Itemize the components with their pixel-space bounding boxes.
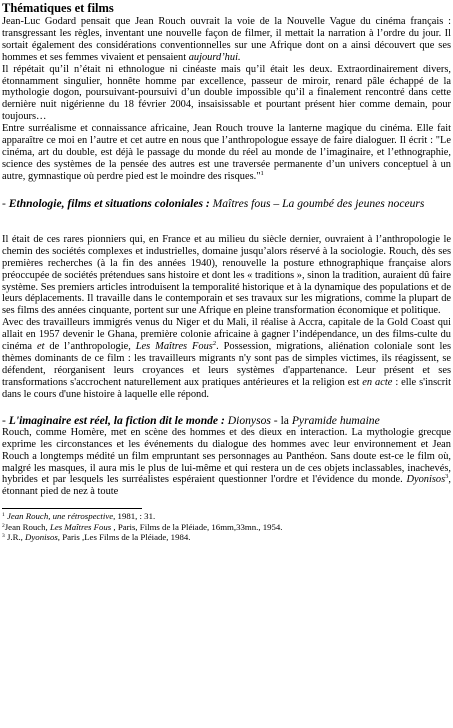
section-heading-films: Maîtres fous – La goumbé des jeunes noceurs	[209, 196, 425, 210]
footnote-ref-2[interactable]: 2	[212, 340, 217, 348]
section-dash: -	[2, 196, 9, 210]
footnote-divider	[2, 508, 142, 509]
section2-paragraph-1-text: Rouch, comme Homère, met en scène des hommes et des dieux en interaction. La mythologie grecque exprime les circonstances et les événements du dialogue des hommes avec leur environnement et Jean Rouch a longtemps médité un film empruntant ses personnages au Panthéon. Sans doute est-ce le film où, malgré les masques, il aura mis le plus de lui-même et qui restera un de ces objets inclassables, inachevés, hybrides et par lesquels les surréalistes espéraient questionner l'ordre et l'évidence du monde.	[2, 426, 451, 486]
section2-paragraph-1-text: , étonnant pied de nez à toute	[2, 474, 451, 498]
section-heading-text: L'imaginaire est réel, la fiction dit le monde :	[8, 413, 225, 427]
intro-paragraph-1-emphasis: aujourd’hui.	[188, 51, 241, 63]
section1-paragraph-2-text: Avec des travailleurs immigrés venus du Niger et du Mali, il réalise à Accra, capitale de la Gold Coast qui allait en 1957 devenir le Ghana, première colonie africaine à gagner l’indépendance, un des films-culte du cinéma	[2, 317, 451, 353]
spacer	[2, 210, 451, 234]
section1-paragraph-2-emphasis: en acte	[362, 376, 393, 388]
intro-paragraph-1	[2, 16, 451, 64]
footnote-ref-1[interactable]: 1	[260, 169, 264, 177]
film-title-maitres-fous: Les Maîtres Fous	[135, 341, 213, 353]
section-heading-film-dionysos: Dionysos	[224, 413, 271, 427]
footnote-text: , Paris ,Les Films de la Pléiade, 1984.	[57, 532, 191, 543]
footnote-title: Jean Rouch, une rétrospective	[6, 511, 114, 522]
section1-paragraph-2-emphasis: et	[36, 341, 45, 353]
section-heading-film-pyramide: Pyramide humaine	[291, 413, 380, 427]
footnote-number: 1	[2, 512, 5, 519]
section1-paragraph-2-text: : elle s'inscrit dans le cours d'une histoire à laquelle elle répond.	[2, 376, 452, 400]
footnote-title: Dyonisos	[25, 532, 58, 543]
footnote-1	[2, 511, 451, 521]
section-heading-ethnologie	[2, 197, 451, 210]
intro-paragraph-1-text: Jean-Luc Godard pensait que Jean Rouch ouvrait la voie de la Nouvelle Vague du cinéma français : transgressant les règles, inventant une nouvelle façon de filmer, il mettait la narration à l’ordre du jour. Il sortait également des considérations conventionnelles sur une Afrique dont on a ainsi découvert que ses hommes et ses femmes vivaient et pensaient	[2, 16, 451, 63]
footnote-ref-3[interactable]: 3	[445, 473, 449, 481]
spacer	[2, 401, 451, 414]
footnote-text: , Paris, Films de la Pléiade, 16mm,33mn., 1954.	[111, 521, 283, 532]
footnote-2	[2, 522, 451, 532]
intro-paragraph-2: Il répétait qu’il n’était ni ethnologue ni cinéaste mais qu’il était les deux. Extraordinairement divers, étonnamment singulier, honnête homme par excellence, passeur de miroir, renard pâle échappé de la mythologie dogon, poursuivant-poursuivi d’un double impossible qu’il a finalement rencontré dans cette dernière nuit nigérienne du 18 février 2004, insaisissable et pourtant présent hier comme demain, pour toujours…	[2, 63, 451, 123]
section-dash: -	[2, 413, 9, 427]
section-heading-separator: - la	[270, 413, 292, 427]
footnote-text: Jean Rouch,	[4, 521, 50, 532]
section2-paragraph-1	[2, 427, 451, 498]
footnote-text: , 1981, : 31.	[113, 511, 156, 522]
footnote-text: J.R.,	[4, 532, 26, 543]
section1-paragraph-1: Il était de ces rares pionniers qui, en France et au milieu du siècle dernier, ouvraient à l’anthropologie le chemin des sociétés complexes et industrielles, domaine jusqu’alors réservé à la sociologie. Rouch, dès ses premières recherches (à la fin des années 1940), renouvelle la posture ethnographique française alors préoccupée de sociétés prétendues sans histoire et dont les « traditions », sinon la tradition, auraient dû faire système. Ses premiers articles introduisent la temporalité historique et à la dynamique des populations et de leurs déplacements. Il travaille dans le contemporain et ses travaux sur les migrations, comme la plupart de ses films des années cinquante, portent sur une Afrique en pleine transformation économique et politique.	[2, 233, 451, 317]
section1-paragraph-2-text: de l’anthropologie,	[44, 341, 136, 353]
section-heading-text: Ethnologie, films et situations coloniales :	[8, 196, 210, 210]
footnote-number: 3	[2, 533, 5, 540]
footnote-number: 2	[2, 522, 5, 529]
intro-paragraph-3-text: Entre surréalisme et connaissance africaine, Jean Rouch trouve la lanterne magique du cinéma. Elle fait apparaître ce moi en l’autre et cet autre en nous que l’anthropologue essaye de faire dialoguer. Il écrit : "Le cinéma, art du double, est déjà le passage du monde du réel au monde de l’imaginaire, et l’ethnographie, science des systèmes de la pensée des autres est une traversée permanente d’un univers conceptuel à un autre, gymnastique où perdre pied est le moindre des risques."	[2, 123, 451, 182]
film-title-dyonisos: Dyonisos	[406, 474, 446, 486]
section1-paragraph-2-text: . Possession, migrations, aliénation coloniale sont les thèmes dominants de ce film : les travailleurs migrants n'y sont pas de simples victimes, ils réagissent, se défendent, réorganisent leurs croyances et leurs systèmes d'appartenance. Leur présent et ses transformations s'accrochent naturellement aux pratiques antérieures et la religion est	[2, 341, 451, 388]
spacer	[2, 183, 451, 197]
intro-paragraph-3	[2, 123, 451, 183]
section-heading-imaginaire	[2, 414, 451, 427]
footnote-3	[2, 532, 451, 542]
footnote-title: Les Maîtres Fous	[49, 521, 112, 532]
section1-paragraph-2	[2, 317, 451, 400]
page-title: Thématiques et films	[2, 1, 114, 15]
